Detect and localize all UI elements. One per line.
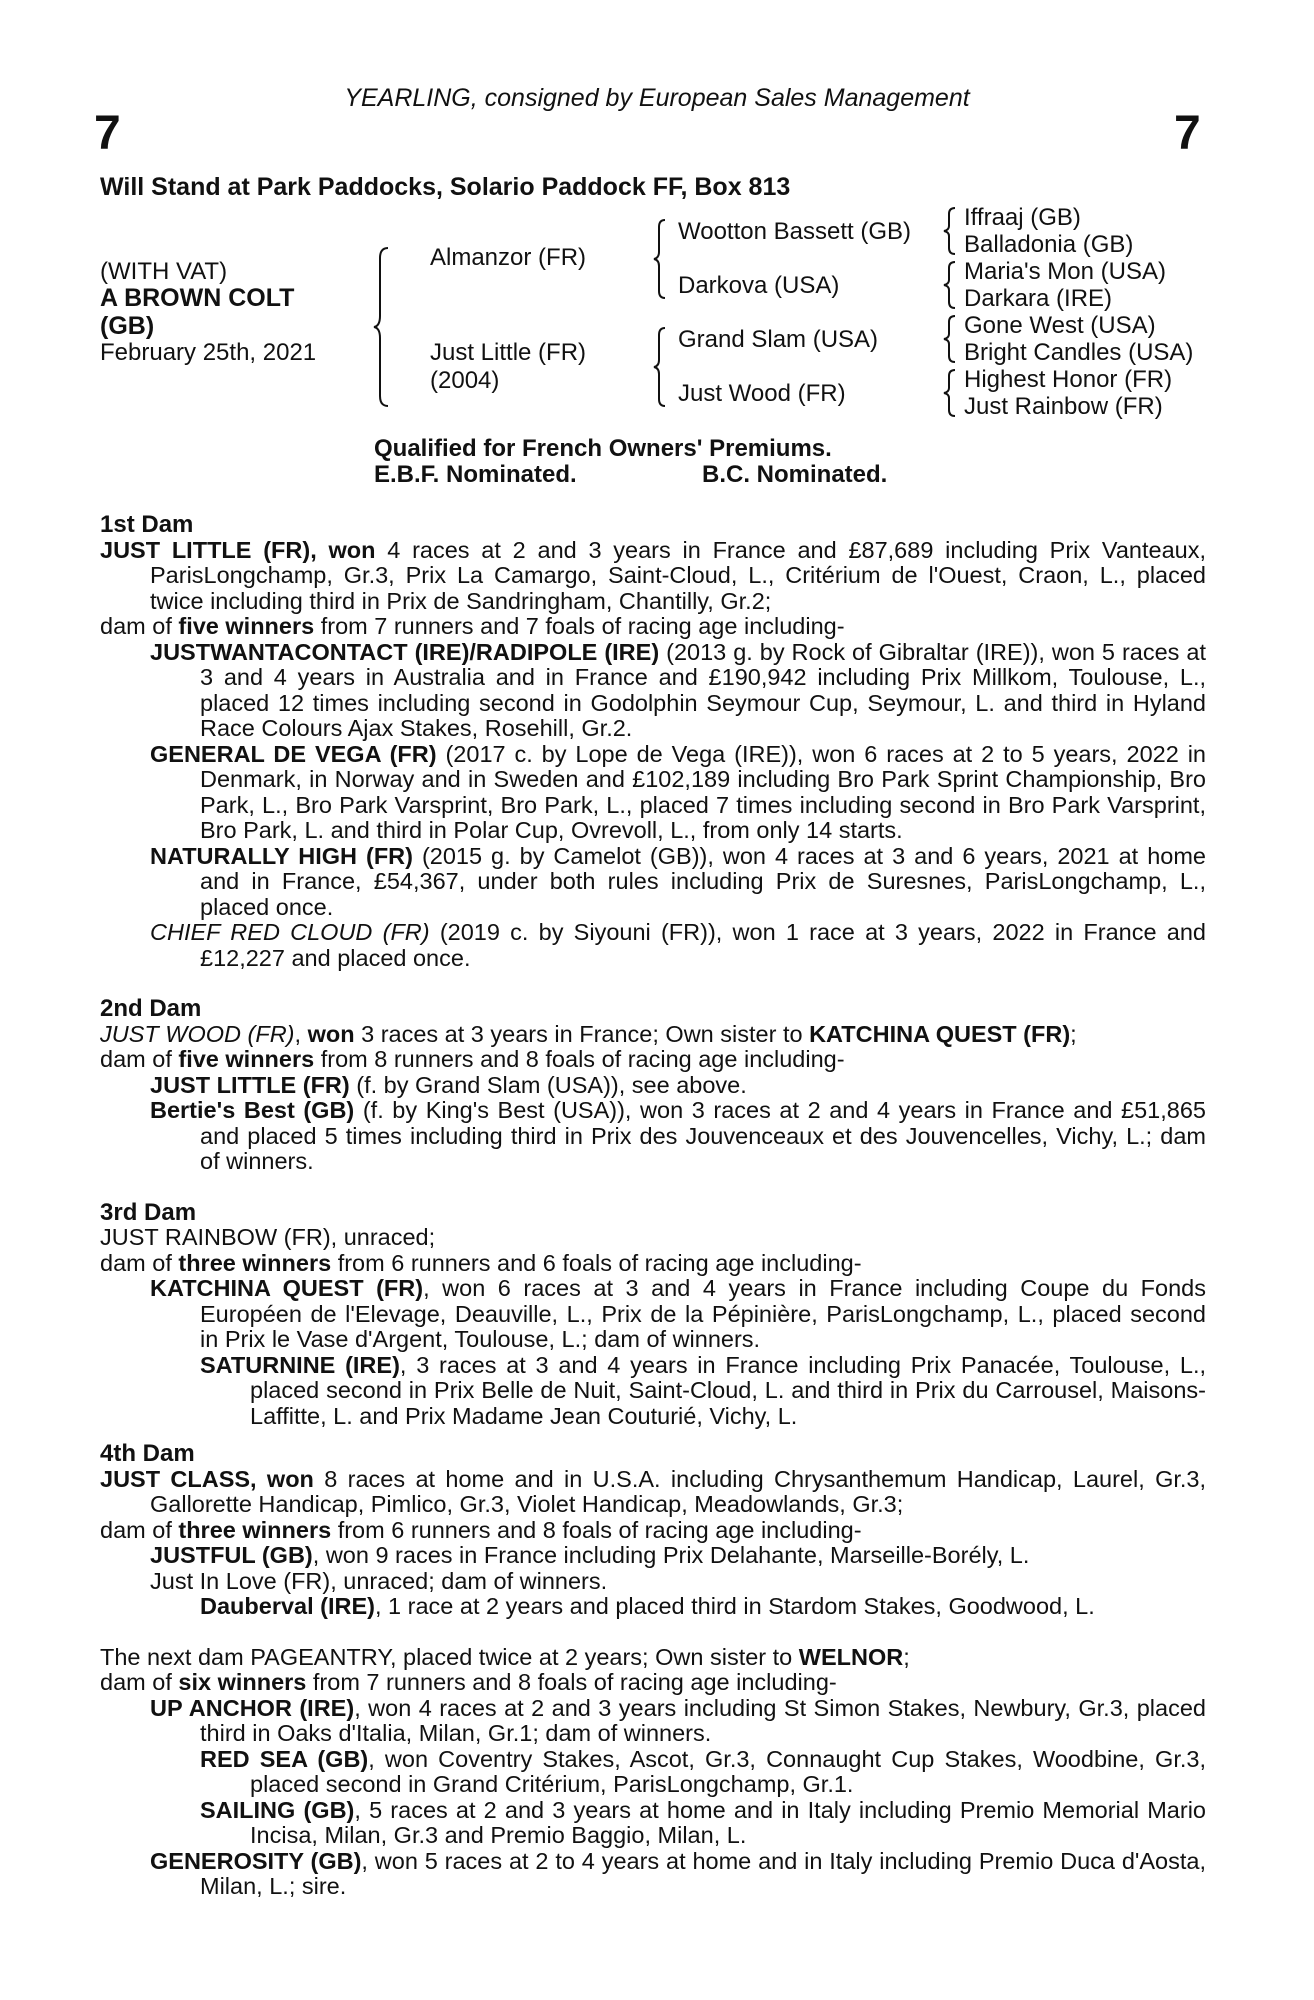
next-dam-produce-3: SAILING (GB), 5 races at 2 and 3 years at home and in Italy including Premio Memorial Mario Incisa, Milan, Gr.3 and Premio Baggio, Milan, L.	[200, 1796, 1206, 1848]
next-dam-intro: The next dam PAGEANTRY, placed twice at 2 years; Own sister to WELNOR;	[100, 1643, 910, 1670]
fourth-dam-heading: 4th Dam	[100, 1440, 195, 1467]
pedigree-brace-dam	[652, 326, 668, 408]
vat-note: (WITH VAT)	[100, 258, 228, 285]
pedigree-g6: Bright Candles (USA)	[964, 339, 1194, 366]
next-dam-produce-4: GENEROSITY (GB), won 5 races at 2 to 4 years at home and in Italy including Premio Duca d'Aosta, Milan, L.; sire.	[150, 1847, 1206, 1899]
next-dam-produce-1: UP ANCHOR (IRE), won 4 races at 2 and 3 years including St Simon Stakes, Newbury, Gr.3, placed third in Oaks d'Italia, Milan, Gr.1; dam of winners.	[150, 1694, 1206, 1746]
pedigree-dam-dam: Just Wood (FR)	[678, 380, 846, 407]
third-dam-heading: 3rd Dam	[100, 1198, 197, 1226]
pedigree-dam-year: (2004)	[430, 367, 500, 394]
second-dam-heading: 2nd Dam	[100, 995, 202, 1022]
stand-location: Will Stand at Park Paddocks, Solario Paddock FF, Box 813	[100, 173, 791, 201]
third-dam-intro: JUST RAINBOW (FR), unraced;	[100, 1224, 436, 1250]
first-dam-produce-2: GENERAL DE VEGA (FR) (2017 c. by Lope de Vega (IRE)), won 6 races at 2 to 5 years, 2022 in Denmark, in Norway and in Sweden and £102,189 including Bro Park Sprint Championship, Bro Park, L., Bro Park Varsprint, Bro Park, L., placed 7 times including second in Bro Park Varsprint, Bro Park, L. and third in Polar Cup, Ovrevoll, L., from only 14 starts.	[150, 740, 1206, 843]
pedigree-brace-g4	[942, 368, 958, 418]
pedigree-sire-sire: Wootton Bassett (GB)	[678, 218, 911, 245]
pedigree-dam-sire: Grand Slam (USA)	[678, 326, 879, 353]
fourth-dam-produce-2: Just In Love (FR), unraced; dam of winners.	[150, 1567, 608, 1594]
pedigree-g3: Maria's Mon (USA)	[964, 258, 1166, 285]
first-dam-heading: 1st Dam	[100, 511, 194, 538]
third-dam-produce-2: SATURNINE (IRE), 3 races at 3 and 4 years in France including Prix Panacée, Toulouse, L., placed second in Prix Belle de Nuit, Saint-Cloud, L. and third in Prix du Carrousel, Maisons-Laffitte, L. and Prix Madame Jean Couturié, Vichy, L.	[200, 1351, 1206, 1429]
next-dam-produce-summary: dam of six winners from 7 runners and 8 foals of racing age including-	[100, 1669, 837, 1695]
second-dam-intro: JUST WOOD (FR), won 3 races at 3 years in France; Own sister to KATCHINA QUEST (FR);	[100, 1020, 1077, 1047]
second-dam-produce-2: Bertie's Best (GB) (f. by King's Best (USA)), won 3 races at 2 and 4 years in France and £51,865 and placed 5 times including third in Prix des Jouvenceaux et des Jouvencelles, Vichy, L.; dam of winners.	[150, 1097, 1206, 1174]
first-dam-produce-4: CHIEF RED CLOUD (FR) (2019 c. by Siyouni (FR)), won 1 race at 3 years, 2022 in France and £12,227 and placed once.	[150, 919, 1206, 971]
first-dam-produce-3: NATURALLY HIGH (FR) (2015 g. by Camelot (GB)), won 4 races at 3 and 6 years, 2021 at home and in France, £54,367, under both rules including Prix de Suresnes, ParisLongchamp, L., placed once.	[150, 842, 1206, 920]
pedigree-g5: Gone West (USA)	[964, 312, 1156, 339]
pedigree-brace-main	[372, 246, 392, 408]
first-dam-intro: JUST LITTLE (FR), won 4 races at 2 and 3 years in France and £87,689 including Prix Vanteaux, ParisLongchamp, Gr.3, Prix La Camargo, Saint-Cloud, L., Critérium de l'Ouest, Craon, L., placed twice including third in Prix de Sandringham, Chantilly, Gr.2;	[100, 536, 1206, 614]
third-dam-produce-1: KATCHINA QUEST (FR), won 6 races at 3 and 4 years in France including Coupe du Fonds Européen de l'Elevage, Deauville, L., Prix de la Pépinière, ParisLongchamp, L., placed second in Prix le Vase d'Argent, Toulouse, L.; dam of winners.	[150, 1275, 1206, 1352]
pedigree-brace-g2	[942, 260, 958, 310]
next-dam-produce-2: RED SEA (GB), won Coventry Stakes, Ascot, Gr.3, Connaught Cup Stakes, Woodbine, Gr.3, placed second in Grand Critérium, ParisLongchamp, Gr.1.	[200, 1745, 1206, 1797]
pedigree-dam: Just Little (FR)	[430, 339, 587, 366]
pedigree-g1: Iffraaj (GB)	[964, 204, 1081, 231]
fourth-dam-produce-1: JUSTFUL (GB), won 9 races in France including Prix Delahante, Marseille-Borély, L.	[150, 1542, 1030, 1568]
fourth-dam-intro: JUST CLASS, won 8 races at home and in U.S.A. including Chrysanthemum Handicap, Laurel, Gr.3, Gallorette Handicap, Pimlico, Gr.3, Violet Handicap, Meadowlands, Gr.3;	[100, 1465, 1206, 1517]
pedigree-brace-g3	[942, 314, 958, 364]
second-dam-produce-1: JUST LITTLE (FR) (f. by Grand Slam (USA)), see above.	[150, 1071, 747, 1098]
first-dam-produce-1: JUSTWANTACONTACT (IRE)/RADIPOLE (IRE) (2013 g. by Rock of Gibraltar (IRE)), won 5 races at 3 and 4 years in Australia and in France and £190,942 including Prix Millkom, Toulouse, L., placed 12 times including second in Godolphin Seymour Cup, Seymour, L. and third in Hyland Race Colours Ajax Stakes, Rosehill, Gr.2.	[150, 638, 1206, 741]
pedigree-sire: Almanzor (FR)	[430, 244, 587, 271]
first-dam-produce-summary: dam of five winners from 7 runners and 7 foals of racing age including-	[100, 613, 845, 639]
lot-number-right: 7	[1174, 107, 1201, 160]
pedigree-brace-g1	[942, 206, 958, 256]
catalogue-body	[100, 512, 1206, 1900]
pedigree-sire-dam: Darkova (USA)	[678, 272, 840, 299]
pedigree-g4: Darkara (IRE)	[964, 285, 1113, 312]
lot-number-left: 7	[94, 107, 121, 160]
fourth-dam-produce-3: Dauberval (IRE), 1 race at 2 years and placed third in Stardom Stakes, Goodwood, L.	[200, 1593, 1095, 1619]
qualification-ebf: E.B.F. Nominated.	[374, 461, 577, 488]
third-dam-produce-summary: dam of three winners from 6 runners and 6 foals of racing age including-	[100, 1249, 862, 1276]
qualification-bc: B.C. Nominated.	[702, 461, 888, 488]
horse-name: A BROWN COLT	[100, 284, 295, 312]
second-dam-produce-summary: dam of five winners from 8 runners and 8 foals of racing age including-	[100, 1046, 845, 1072]
pedigree-g2: Balladonia (GB)	[964, 231, 1134, 258]
sale-header: YEARLING, consigned by European Sales Management	[344, 84, 970, 112]
pedigree-g7: Highest Honor (FR)	[964, 366, 1173, 393]
pedigree-brace-sire	[652, 218, 668, 300]
pedigree-g8: Just Rainbow (FR)	[964, 393, 1163, 420]
foaling-date: February 25th, 2021	[100, 339, 317, 366]
qualification-premiums: Qualified for French Owners' Premiums.	[374, 435, 832, 462]
horse-name-country: (GB)	[100, 312, 155, 340]
fourth-dam-produce-summary: dam of three winners from 6 runners and 8 foals of racing age including-	[100, 1516, 862, 1543]
